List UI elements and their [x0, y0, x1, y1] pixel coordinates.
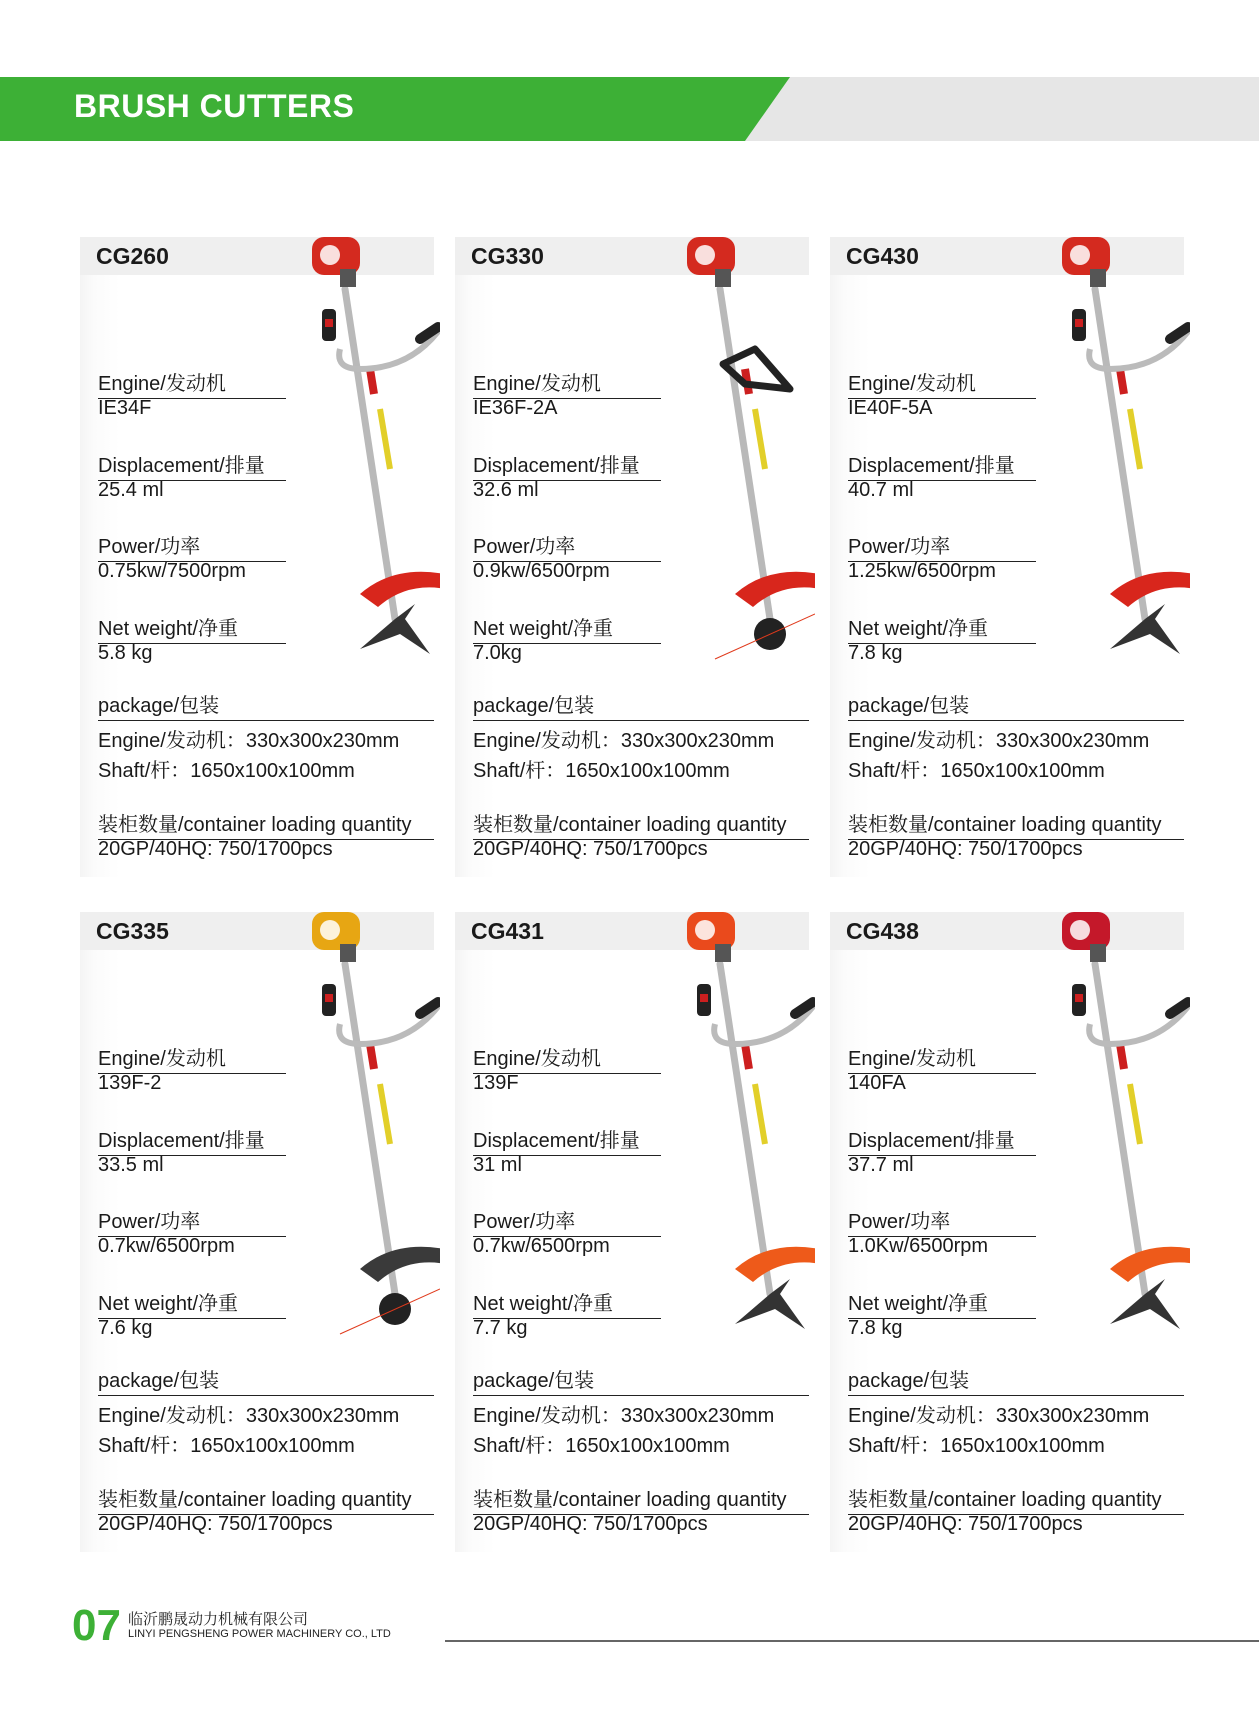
machine-illustration — [615, 219, 815, 689]
package-engine: Engine/发动机：330x300x230mm — [848, 730, 1150, 752]
package-shaft: Shaft/杆：1650x100x100mm — [848, 760, 1105, 782]
engine-starter — [320, 920, 340, 940]
weight-label: Net weight/净重 — [473, 612, 661, 644]
throttle-switch — [1075, 319, 1083, 327]
engine-mount — [340, 269, 356, 287]
power-label: Power/功率 — [848, 530, 1036, 562]
machine-illustration — [615, 894, 815, 1364]
engine-label: Engine/发动机 — [473, 1042, 661, 1074]
weight-label: Net weight/净重 — [98, 1287, 286, 1319]
container-label: 装柜数量/container loading quantity — [473, 1483, 809, 1515]
product-card-cg430 — [830, 237, 1184, 897]
brush-cutter-image — [240, 219, 440, 689]
power: 0.7kw/6500rpm — [473, 1235, 610, 1257]
container-label: 装柜数量/container loading quantity — [848, 1483, 1184, 1515]
displacement: 25.4 ml — [98, 479, 164, 501]
package-label: package/包装 — [848, 1364, 1184, 1396]
product-card-cg431 — [455, 912, 809, 1572]
displacement: 33.5 ml — [98, 1154, 164, 1176]
company-name-cn: 临沂鹏晟动力机械有限公司 — [128, 1611, 309, 1628]
engine-mount — [340, 944, 356, 962]
shaft-band — [370, 369, 374, 394]
shaft-decal — [755, 409, 765, 469]
engine: 139F — [473, 1072, 519, 1094]
footer-divider — [445, 1640, 1259, 1642]
shaft-band — [1120, 369, 1124, 394]
power: 0.7kw/6500rpm — [98, 1235, 235, 1257]
weight-label: Net weight/净重 — [848, 612, 1036, 644]
package-label: package/包装 — [848, 689, 1184, 721]
engine: 139F-2 — [98, 1072, 162, 1094]
product-card-cg438 — [830, 912, 1184, 1572]
shaft-decal — [380, 409, 390, 469]
shaft-decal — [755, 1084, 765, 1144]
engine-label: Engine/发动机 — [98, 1042, 286, 1074]
package-shaft: Shaft/杆：1650x100x100mm — [98, 760, 355, 782]
company-name-en: LINYI PENGSHENG POWER MACHINERY CO., LTD — [128, 1628, 391, 1640]
shaft-band — [745, 1044, 749, 1069]
shaft-band — [370, 1044, 374, 1069]
package-label: package/包装 — [473, 689, 809, 721]
displacement-label: Displacement/排量 — [848, 449, 1036, 481]
engine-starter — [320, 245, 340, 265]
power-label: Power/功率 — [473, 1205, 661, 1237]
container: 20GP/40HQ: 750/1700pcs — [848, 838, 1083, 860]
displacement: 40.7 ml — [848, 479, 914, 501]
cutter-guard — [360, 572, 440, 607]
package-shaft: Shaft/杆：1650x100x100mm — [848, 1435, 1105, 1457]
container: 20GP/40HQ: 750/1700pcs — [98, 838, 333, 860]
shaft-band — [1120, 1044, 1124, 1069]
throttle-switch — [700, 994, 708, 1002]
container-label: 装柜数量/container loading quantity — [98, 1483, 434, 1515]
package-engine: Engine/发动机：330x300x230mm — [473, 1405, 775, 1427]
package-label: package/包装 — [98, 689, 434, 721]
package-shaft: Shaft/杆：1650x100x100mm — [98, 1435, 355, 1457]
model-name: CG431 — [471, 918, 544, 944]
container: 20GP/40HQ: 750/1700pcs — [473, 1513, 708, 1535]
engine-starter — [1070, 245, 1090, 265]
engine-mount — [1090, 269, 1106, 287]
product-card-cg335 — [80, 912, 434, 1572]
model-name: CG335 — [96, 918, 169, 944]
engine-mount — [1090, 944, 1106, 962]
brush-cutter-image — [990, 219, 1190, 689]
package-shaft: Shaft/杆：1650x100x100mm — [473, 1435, 730, 1457]
engine-label: Engine/发动机 — [98, 367, 286, 399]
cutter-guard — [1110, 572, 1190, 607]
weight: 7.8 kg — [848, 1317, 903, 1339]
throttle-switch — [325, 994, 333, 1002]
cutter-guard — [360, 1247, 440, 1282]
brush-cutter-image — [615, 219, 815, 689]
machine-illustration — [240, 894, 440, 1364]
cutter-guard — [1110, 1247, 1190, 1282]
brush-cutter-image — [240, 894, 440, 1364]
throttle-switch — [325, 319, 333, 327]
displacement: 31 ml — [473, 1154, 522, 1176]
container-label: 装柜数量/container loading quantity — [473, 808, 809, 840]
package-engine: Engine/发动机：330x300x230mm — [98, 730, 400, 752]
displacement-label: Displacement/排量 — [473, 1124, 661, 1156]
machine-illustration — [240, 219, 440, 689]
engine-starter — [695, 920, 715, 940]
displacement-label: Displacement/排量 — [473, 449, 661, 481]
weight-label: Net weight/净重 — [848, 1287, 1036, 1319]
engine: IE34F — [98, 397, 152, 419]
package-label: package/包装 — [473, 1364, 809, 1396]
engine-starter — [695, 245, 715, 265]
brush-cutter-image — [990, 894, 1190, 1364]
displacement-label: Displacement/排量 — [98, 449, 286, 481]
engine: IE40F-5A — [848, 397, 933, 419]
weight-label: Net weight/净重 — [473, 1287, 661, 1319]
machine-illustration — [990, 894, 1190, 1364]
model-name: CG430 — [846, 243, 919, 269]
page-number: 07 — [72, 1601, 121, 1650]
model-name: CG260 — [96, 243, 169, 269]
displacement-label: Displacement/排量 — [98, 1124, 286, 1156]
weight-label: Net weight/净重 — [98, 612, 286, 644]
power-label: Power/功率 — [98, 530, 286, 562]
engine-mount — [715, 944, 731, 962]
cutter-guard — [735, 1247, 815, 1282]
weight: 5.8 kg — [98, 642, 153, 664]
engine-label: Engine/发动机 — [848, 367, 1036, 399]
brush-cutter-image — [615, 894, 815, 1364]
model-name: CG330 — [471, 243, 544, 269]
product-card-cg260 — [80, 237, 434, 897]
shaft-decal — [1130, 1084, 1140, 1144]
container-label: 装柜数量/container loading quantity — [98, 808, 434, 840]
model-name: CG438 — [846, 918, 919, 944]
shaft-decal — [380, 1084, 390, 1144]
engine-label: Engine/发动机 — [848, 1042, 1036, 1074]
weight: 7.8 kg — [848, 642, 903, 664]
power: 1.0Kw/6500rpm — [848, 1235, 989, 1257]
container: 20GP/40HQ: 750/1700pcs — [98, 1513, 333, 1535]
displacement: 37.7 ml — [848, 1154, 914, 1176]
engine-starter — [1070, 920, 1090, 940]
power-label: Power/功率 — [98, 1205, 286, 1237]
package-engine: Engine/发动机：330x300x230mm — [473, 730, 775, 752]
package-shaft: Shaft/杆：1650x100x100mm — [473, 760, 730, 782]
engine-mount — [715, 269, 731, 287]
container-label: 装柜数量/container loading quantity — [848, 808, 1184, 840]
page-title: BRUSH CUTTERS — [74, 88, 355, 124]
cutter-guard — [735, 572, 815, 607]
package-label: package/包装 — [98, 1364, 434, 1396]
engine: IE36F-2A — [473, 397, 558, 419]
displacement: 32.6 ml — [473, 479, 539, 501]
container: 20GP/40HQ: 750/1700pcs — [848, 1513, 1083, 1535]
weight: 7.7 kg — [473, 1317, 528, 1339]
package-engine: Engine/发动机：330x300x230mm — [848, 1405, 1150, 1427]
engine-label: Engine/发动机 — [473, 367, 661, 399]
product-card-cg330 — [455, 237, 809, 897]
power: 1.25kw/6500rpm — [848, 560, 996, 582]
container: 20GP/40HQ: 750/1700pcs — [473, 838, 708, 860]
power-label: Power/功率 — [848, 1205, 1036, 1237]
power: 0.75kw/7500rpm — [98, 560, 246, 582]
machine-illustration — [990, 219, 1190, 689]
power-label: Power/功率 — [473, 530, 661, 562]
shaft-decal — [1130, 409, 1140, 469]
engine: 140FA — [848, 1072, 906, 1094]
weight: 7.0kg — [473, 642, 522, 664]
power: 0.9kw/6500rpm — [473, 560, 610, 582]
displacement-label: Displacement/排量 — [848, 1124, 1036, 1156]
weight: 7.6 kg — [98, 1317, 153, 1339]
throttle-switch — [1075, 994, 1083, 1002]
package-engine: Engine/发动机：330x300x230mm — [98, 1405, 400, 1427]
